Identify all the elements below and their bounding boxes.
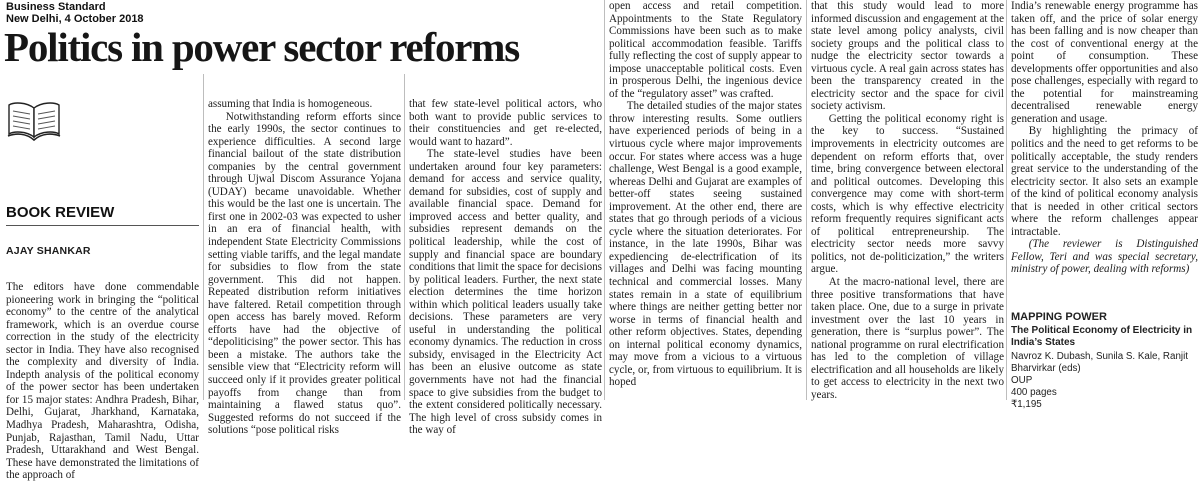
- dateline: New Delhi, 4 October 2018: [6, 13, 144, 25]
- paragraph: assuming that India is homogeneous.: [208, 98, 373, 110]
- column-divider: [604, 0, 605, 400]
- book-icon: [6, 98, 62, 142]
- section-label: BOOK REVIEW: [6, 204, 115, 221]
- book-price: ₹1,195: [1011, 399, 1042, 410]
- book-title: The Political Economy of Electricity in India’s States: [1011, 325, 1193, 348]
- paragraph: The editors have done commendable pioneering work in bringing the “political economy” to the centre of the analytical framework, which is an overdue course correction in the study of the electricity sector in India. They have also recognised the complexity and diversity of India. Indepth analysis of the political economy of the power sector has been undertaken for 15 major states: Andhra Pradesh, Bihar, Delhi, Gujarat, Jharkhand, Karnataka, Madhya Pradesh, Maharashtra, Odisha, Punjab, Rajasthan, Tamil Nadu, Uttar Pradesh, Uttarakhand and West Bengal. These have demonstrated the limitations of the approach of: [6, 281, 199, 482]
- article-column-1: [6, 281, 199, 482]
- book-editors: Navroz K. Dubash, Sunila S. Kale, Ranjit Bharvirkar (eds): [1011, 351, 1188, 374]
- column-divider: [203, 74, 204, 400]
- book-pages: 400 pages: [1011, 387, 1057, 398]
- article-column-2: [208, 98, 401, 437]
- paragraph: Getting the political economy right is the key to success. “Sustained improvements in electricity outcomes are dependent on reform efforts that, over time, bring convergence between electoral and political outcomes. Developing this convergence may come with short-term costs, which is why effective electricity reform frequently requires significant acts of political entrepreneurship. The electricity sector needs more savvy politics, not de-politicization,” the writers argue.: [811, 112, 1004, 276]
- paragraph: open access and retail competition. Appointments to the State Regulatory Commissions have been such as to make political accommodation feasible. Tariffs fully reflecting the cost of supply appear to impose unacceptable political costs. Even in prosperous Delhi, the ingenious device of the “regulatory asset” was crafted.: [609, 0, 802, 100]
- paragraph: By highlighting the primacy of politics and the need to get reforms to be politically acceptable, the study renders great service to the understanding of the electricity sector. It also sets an example of the kind of political economy analysis that is needed in other critical sectors where the reform challenges appear intractable.: [1011, 125, 1198, 238]
- article-title: Politics in power sector reforms: [4, 24, 519, 70]
- paragraph: that this study would lead to more informed discussion and engagement at the state level among policy analysts, civil society groups and the political class to nudge the electricity sector towards a virtuous cycle. A real gain across states has been the transparency created in the electricity sector and the space for civil society activism.: [811, 0, 1004, 113]
- author-byline: AJAY SHANKAR: [6, 245, 91, 257]
- reviewer-note: (The reviewer is Distinguished Fellow, Teri and was special secretary, ministry of power, dealing with reforms): [1011, 238, 1198, 276]
- article-column-6: [1011, 0, 1198, 276]
- article-column-5: [811, 0, 1004, 402]
- paragraph: The state-level studies have been undertaken around four key parameters: demand for access and service quality, demand for subsidies, cost of supply and available financial space. Demand for improved access and better quality, and subsidies represent demands on the political leadership, while the cost of supply and financial space are boundary conditions that limit the space for decisions by political leaders. Further, the next state election determines the time horizon within which political leaders usually take decisions. These parameters are very useful in understanding the political economy dynamics. The reduction in cross subsidy, envisaged in the Electricity Act has been an elusive outcome as state governments have not had the financial space to give subsidies from the budget to the extent considered politically necessary. The high level of cross subsidy comes in the way of: [409, 148, 602, 437]
- publication-name: Business Standard: [6, 1, 106, 13]
- paragraph: India’s renewable energy programme has taken off, and the price of solar energy has been falling and is now cheaper than the cost of conventional energy at the point of consumption. These developments offer opportunities and also pose challenges, especially with regard to the potential for mainstreaming decentralised renewable energy generation and usage.: [1011, 0, 1198, 125]
- article-column-3: [409, 98, 602, 437]
- paragraph: Notwithstanding reform efforts since the early 1990s, the sector continues to experience difficulties. A second large financial bailout of the state distribution companies by the central government through Ujwal Discom Assurance Yojana (UDAY) became unavoidable. Whether this would be the last one is uncertain. The first one in 2002-03 was expected to usher in an era of financial health, with independent State Electricity Commissions setting viable tariffs, and the legal mandate for subsidies to flow from the state government. This did not happen. Repeated distribution reform initiatives have faltered. Retail competition through open access has barely moved. Reform efforts have had the objective of “depoliticising” the power sector. This has been a mistake. The authors take the sensible view that “Electricity reform will succeed only if it provides greater political payoffs from change than from maintaining a flawed status quo”. Suggested reforms do not succeed if the solutions “pose political risks: [208, 110, 401, 437]
- column-divider: [404, 74, 405, 400]
- column-divider: [806, 0, 807, 400]
- column-divider: [1006, 0, 1007, 400]
- masthead: [6, 1, 144, 25]
- section-divider: [6, 225, 199, 226]
- paragraph: The detailed studies of the major states throw interesting results. Some outliers have experienced periods of being in a virtuous cycle where major improvements occur. For states where access was a huge challenge, West Bengal is a good example, whereas Delhi and Gujarat are examples of better-off states seeing sustained improvement. At the other end, there are states that go through periods of a vicious cycle where the situation deteriorates. For instance, in the late 1990s, Bihar was expediencing de-electrification of its villages and Delhi was facing mounting technical and commercial losses. Many states remain in a state of equilibrium where things are neither getting better nor worse in terms of financial health and other reform objectives. States, depending on internal political economy dynamics, may move from a vicious to a virtuous cycle, or, from virtuous to equilibrium. It is hoped: [609, 100, 802, 389]
- book-box-label: MAPPING POWER: [1011, 311, 1107, 323]
- book-info-box: [1011, 311, 1198, 411]
- article-column-4: [609, 0, 802, 389]
- paragraph: At the macro-national level, there are three positive transformations that have taken place. One, due to a surge in private investment over the last 10 years in generation, there is “surplus power”. The national programme on rural electrification has led to the completion of village electrification and all households are likely to get access to electricity in the next two years.: [811, 276, 1004, 401]
- book-publisher: OUP: [1011, 375, 1033, 386]
- paragraph: that few state-level political actors, who both want to provide public services to their constituencies and get re-elected, would want to hazard”.: [409, 98, 602, 148]
